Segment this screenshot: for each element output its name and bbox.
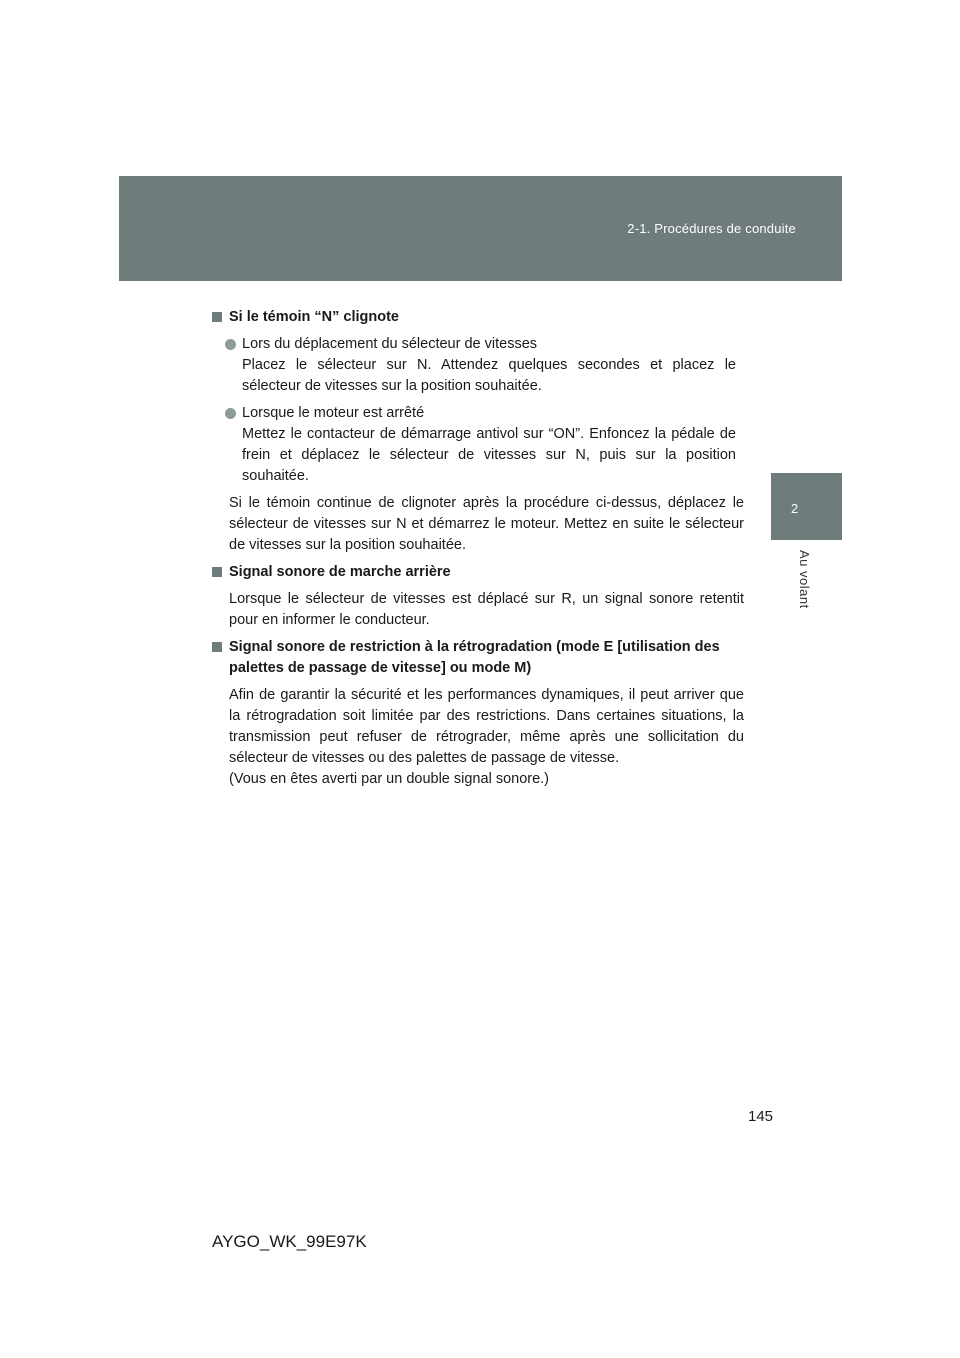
page-number: 145	[748, 1108, 774, 1125]
document-code: AYGO_WK_99E97K	[212, 1232, 367, 1251]
circle-bullet-icon	[225, 339, 236, 350]
section-heading-text: Si le témoin “N” clignote	[229, 309, 399, 325]
paragraph-text: Afin de garantir la sécurité et les performances dynamiques, il peut arriver que la rétrogradation soit limitée par des restrictions. Dans certaines situations, la transmission peut refuser de rétrograder, même après une sollicitation du sélecteur de vitesses ou des palettes de passage de vitesse.	[229, 687, 744, 766]
chapter-number: 2	[791, 501, 799, 516]
section-title: 2-1. Procédures de conduite	[627, 221, 796, 236]
list-item-text: Mettez le contacteur de démarrage antivol sur “ON”. Enfoncez la pédale de frein et déplacez le sélecteur de vitesses sur N, puis sur la position souhaitée.	[242, 426, 736, 484]
square-bullet-icon	[212, 312, 222, 322]
section-heading-text: Signal sonore de marche arrière	[229, 564, 451, 580]
list-item-text: Placez le sélecteur sur N. Attendez quelques secondes et placez le sélecteur de vitesses sur la position souhaitée.	[242, 357, 736, 394]
paragraph-note: (Vous en êtes averti par un double signal sonore.)	[229, 771, 550, 787]
paragraph: Lorsque le sélecteur de vitesses est déplacé sur R, un signal sonore retentit pour en informer le conducteur.	[229, 591, 744, 628]
section-heading	[212, 562, 744, 583]
paragraph	[212, 685, 744, 790]
chapter-tab	[771, 473, 842, 540]
list-item	[212, 403, 736, 487]
section-heading-text: Signal sonore de restriction à la rétrogradation (mode E [utilisation des palettes de passage de vitesse] ou mode M)	[229, 639, 720, 676]
square-bullet-icon	[212, 642, 222, 652]
circle-bullet-icon	[225, 408, 236, 419]
paragraph: Si le témoin continue de clignoter après la procédure ci-dessus, déplacez le sélecteur de vitesses sur N et démarrez le moteur. Mettez en suite le sélecteur de vitesses sur la position souhaitée.	[229, 495, 744, 553]
square-bullet-icon	[212, 567, 222, 577]
chapter-side-label: Au volant	[797, 550, 812, 609]
section-heading	[212, 307, 744, 328]
header-band	[119, 176, 842, 281]
section-heading	[212, 637, 744, 679]
list-item-title: Lors du déplacement du sélecteur de vitesses	[242, 336, 538, 352]
main-content	[212, 307, 744, 796]
list-item	[212, 334, 736, 397]
list-item-title: Lorsque le moteur est arrêté	[242, 405, 425, 421]
